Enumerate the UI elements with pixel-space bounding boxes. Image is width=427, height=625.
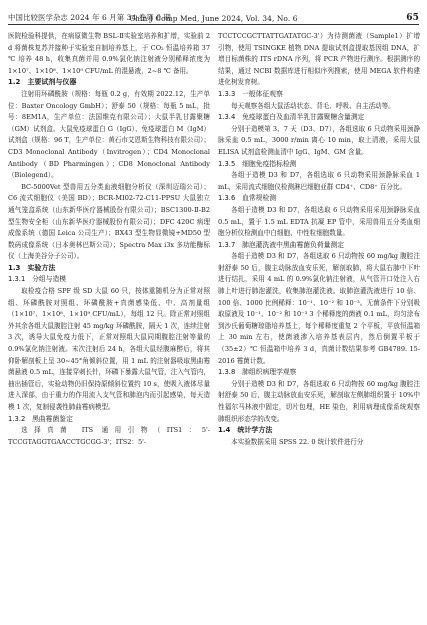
body-paragraph: 医院检验科提供，在病原微生物 BSL-Ⅱ实验室培养和扩增，实验前 2 d 将菌株复苏并接种于实验室自制培养基上，于 CO₂ 恒温培养箱 37 ℃ 培养 48 h，收集真菌并用 0.9%氯化钠注射液分别稀释浓度为 1×10⁷、1×10⁸、1×10⁹ CFU/mL 的混悬液，2~8 ℃ 备用。 (8, 32, 210, 75)
body-paragraph: 选择真菌 ITS 通用引物（ITS1：5'-TCCGTAGGTGAACCTGCGG-3'；ITS2：5'- (8, 426, 210, 446)
section-heading: 1.3 实验方法 (8, 263, 56, 272)
body-paragraph: TCCTCCGCTTATTGATATGC-3'）为待测菌液（Sample1）扩增引物，使用 TSINGKE 植物 DNA 提取试剂盒提取基因组 DNA，扩增目标菌株的 ITS rDNA 序列，将 PCR 产物进行测序。根据测序的结果，通过 NCBI 数据库进行相似序列搜索，使用 MEGA 软件构建进化树发育树。 (218, 32, 420, 87)
body-paragraph: 注射用环磷酰胺（规格：每瓶 0.2 g，有效期 2022.12，生产单位：Baxter Oncology GmbH）；舒泰 50（规格：每瓶 5 mL，批号：8EM1A，生产单位：法国维克有限公司）；大鼠半乳甘露聚糖（GM）试剂盒、大鼠免疫球蛋白 G（IgG）、免疫球蛋白 M（IgM）试剂盒（规格：96 T，生产单位：黄石市艾恩斯生物科技有限公司）；CD3 Monoclonal Antibody（Invitrogen）；CD4 Monoclonal Antibody（BD Pharmingen）；CD8 Monoclonal Antibody（Biolegend）。 (8, 89, 210, 180)
journal-name-cn: 中国比较医学杂志 2024 年 6 月第 34 卷第 6 期 (8, 13, 171, 22)
header-rule (8, 24, 419, 25)
body-paragraph: 分别于造模 D3 和 D7，各组选取 6 只动物按 60 mg/kg 腹腔注射舒泰 50 后，腹主动脉放血安乐死，解剖取左侧肺组织置于 10%中性福尔马林液中固定，切片包埋，HE 染色，利用病理成像系统观察肺组织形态学的改变。 (218, 379, 420, 423)
subsection-heading: 1.3.2 黑曲霉菌鉴定 (8, 414, 73, 423)
body-paragraph: 各组于造模 D3 和 D7，各组选取 6 只动物采用采用颈静脉采血 0.5 mL，置于 1.5 mL EDTA 抗凝 EP 管中，采用兽用五分类血细胞分析仪检测血中白细胞、中性粒细胞数量。 (218, 205, 420, 238)
subsection-heading: 1.3.7 肺泡灌洗液中黑曲霉菌负荷量测定 (218, 240, 345, 249)
journal-name-en: Chin J Comp Med, June 2024, Vol. 34, No. 6 (129, 14, 298, 23)
subsection-heading: 1.3.6 血常规检测 (218, 194, 277, 203)
page-number: 65 (406, 13, 419, 23)
subsection-heading: 1.3.1 分组与造模 (8, 275, 67, 284)
subsection-heading: 1.3.8 肺组织病理学观察 (218, 368, 297, 377)
section-heading: 1.4 统计学方法 (218, 426, 273, 435)
subsection-heading: 1.3.5 细胞免疫指标检测 (218, 159, 297, 168)
right-column (218, 31, 420, 621)
body-paragraph: BC-5000Vet 型兽用五分类血液细胞分析仪（深圳迈瑞公司）；C6 流式细胞仪（美国 BD）；BCR-MI02-72-C11-PPSU 大鼠独立通气笼盒系统（山东新华医疗器械股份有限公司）；BSC1300-Ⅱ-B2 型生物安全柜（山东新华医疗器械股份有限公司）；DFC 420C 病理成像系统（德国 Leica 公司生产）；BX43 型生物显微镜+MD50 型数码成像系统（日本奥林巴斯公司）；Spectra Max i3x 多功能酶标仪（上海美谷分子公司）。 (8, 182, 210, 261)
body-paragraph: 各组于造模 D3 和 D7，各组选取 6 只动物采用颈静脉采血 1 mL，采用流式细胞仪检测淋巴细胞亚群 CD4⁺、CD8⁺ 百分比。 (218, 171, 420, 191)
left-column (8, 31, 210, 621)
body-paragraph: 取检疫合格 SPF 级 SD 大鼠 60 只，按体重随机分为正常对照组、环磷酰胺对照组、环磷酰胺+真菌感染低、中、高剂量组（1×10⁷、1×10⁸、1×10⁹ CFU/mL），每组 12 只。除正常对照组外其余各组大鼠腹腔注射 45 mg/kg 环磷酰胺，隔天 1 次，连续注射 3 次，诱导大鼠免疫力低下，正常对照组大鼠同期腹腔注射等量的 0.9%氯化钠注射液。末次注射后 24 h，各组大鼠经腹麻醉后，将其仰卧解剖板上呈 30~45°角倾斜位置，用 1 mL 的注射器吸取黑曲霉菌悬液 0.5 mL，连接穿刺长针，环磷下暴露大鼠气管，注入气管内，抽出插管后，实验动物仍旧保持原倾斜位置约 10 s，使吸入液体尽量进入深部，由于重力的作用流入支气管和肺泡内而引起感染，每天造模 1 次，复制侵袭性肺曲霉病模型。 (8, 287, 210, 411)
subsection-heading: 1.3.4 免疫球蛋白及血清半乳甘露聚糖含量测定 (218, 113, 365, 122)
running-head (8, 9, 419, 23)
body-paragraph: 分别于造模第 3、7 天（D3、D7），各组选取 6 只动物采用颈静脉采血 0.5 mL，3000 r/min 离心 10 min，取上清液，采用大鼠 ELISA 试剂盒检测血清中 IgG、IgM、GM 含量。 (218, 124, 420, 156)
body-paragraph: 各组于造模 D3 和 D7，各组选取 6 只动物按 60 mg/kg 腹腔注射舒泰 50 后，腹主动脉放血安乐死，解剖取肺，将大鼠右肺中下叶进行结扎，采用 4 mL 的 0.9%氯化钠注射液，从气管开口处注入右肺上叶进行肺泡灌洗，收集肺泡灌洗液。取肺泡灌洗液进行 10 倍、100 倍、1000 比例稀释：10⁻¹、10⁻² 和 10⁻³。无菌条件下分别吸取原液及 10⁻¹、10⁻² 和 10⁻³ 3 个稀释度的菌液 0.1 mL，均匀涂布到沙氏葡萄糖琼脂培养基上，每个稀释度重复 2 个平板，平放恒温箱上 30 min 左右，使菌液渗入培养基表层内，然后倒置平板于（35±2）℃ 恒温箱中培养 3 d，真菌计数结果参考 GB4789. 15-2016 霉菌计数。 (218, 252, 420, 365)
body-paragraph: 每天观察各组大鼠活动状态、背毛、呼吸、自主活动等。 (231, 101, 395, 110)
section-heading: 1.2 主要试剂与仪器 (8, 78, 77, 87)
subsection-heading: 1.3.3 一般体征观察 (218, 89, 283, 98)
body-paragraph: 本实验数据采用 SPSS 22. 0 统计软件进行分 (231, 437, 364, 446)
